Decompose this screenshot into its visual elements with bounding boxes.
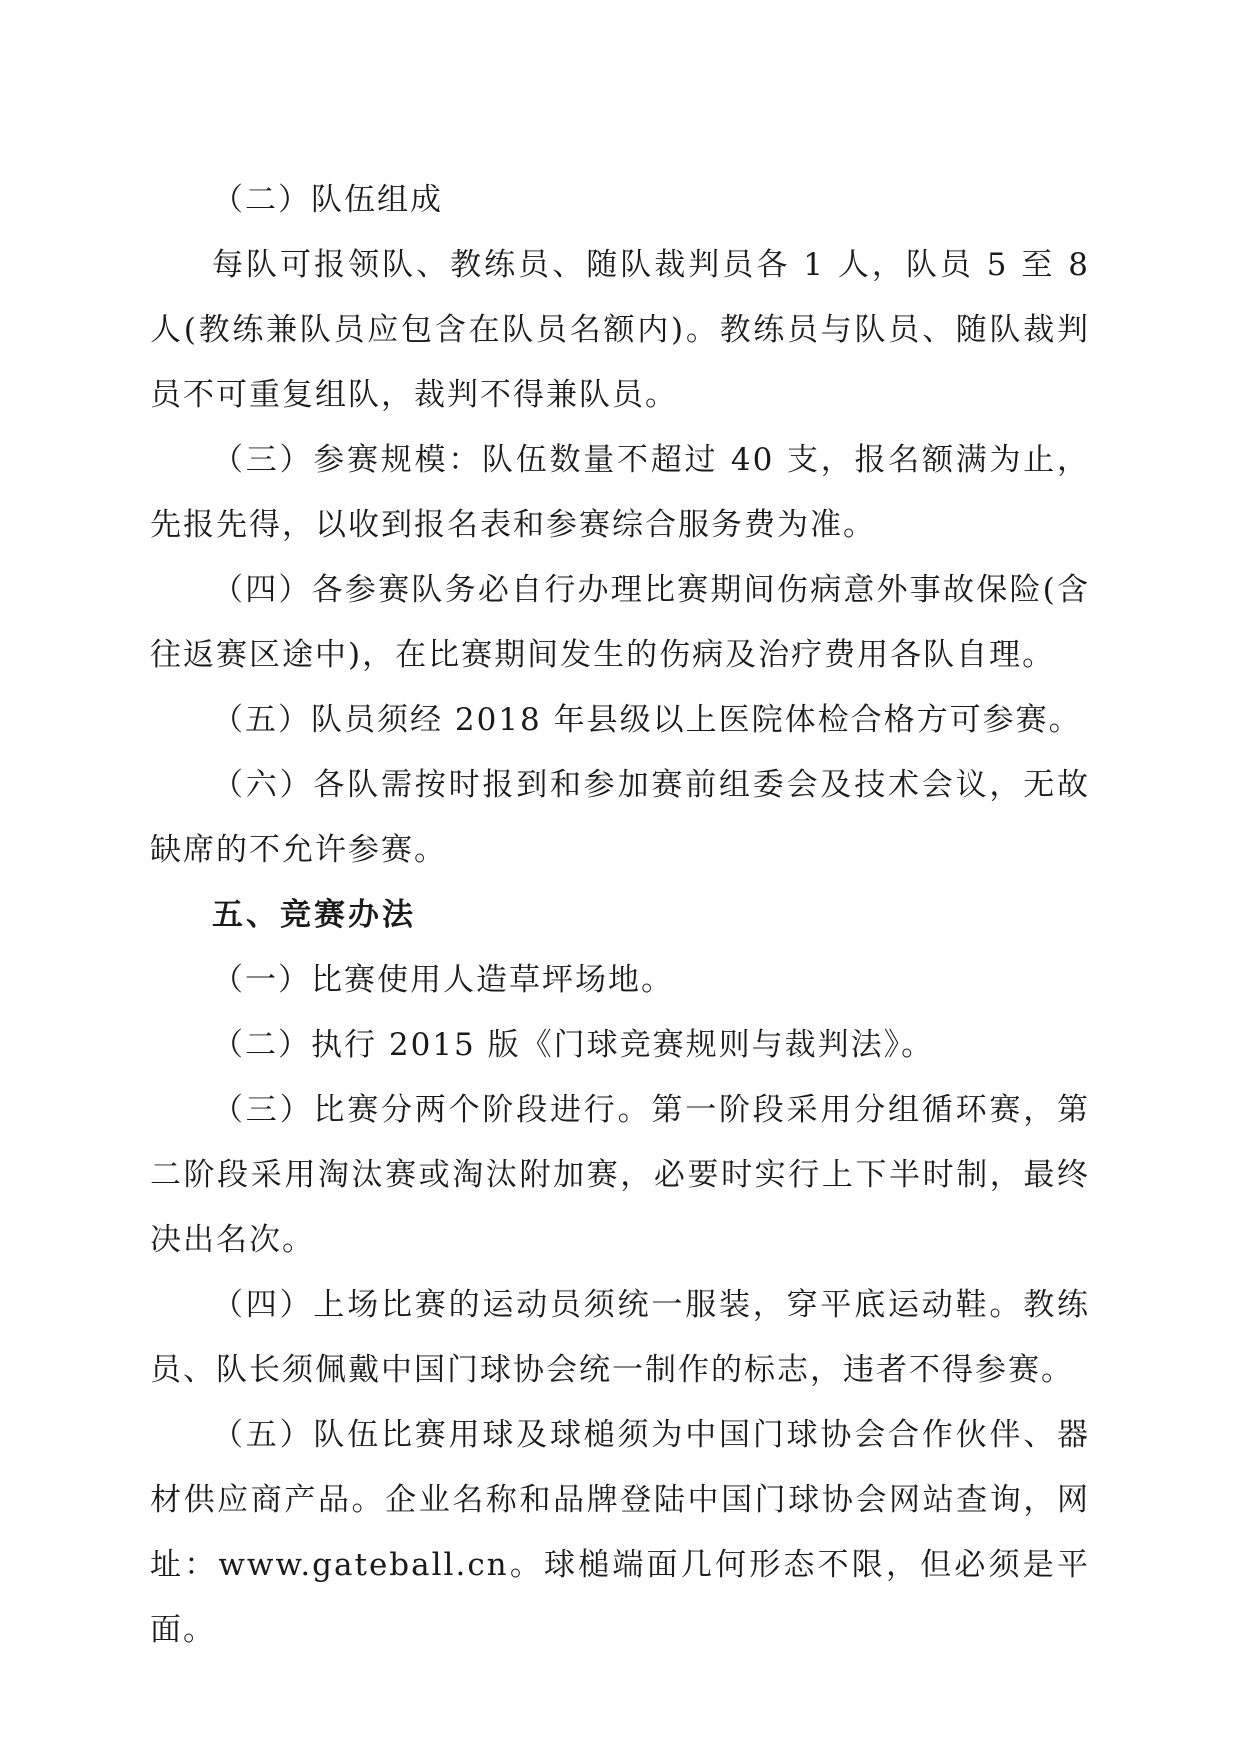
uniform-paragraph: （四）上场比赛的运动员须统一服装，穿平底运动鞋。教练员、队长须佩戴中国门球协会统一制作的标志，违者不得参赛。 [150, 1287, 1090, 1388]
participation-scale-paragraph: （三）参赛规模：队伍数量不超过 40 支，报名额满为止，先报先得，以收到报名表和参赛综合服务费为准。 [150, 442, 1090, 543]
insurance-paragraph: （四）各参赛队务必自行办理比赛期间伤病意外事故保险(含往返赛区途中)，在比赛期间发生的伤病及治疗费用各队自理。 [150, 572, 1090, 673]
stages-paragraph: （三）比赛分两个阶段进行。第一阶段采用分组循环赛，第二阶段采用淘汰赛或淘汰附加赛，必要时实行上下半时制，最终决出名次。 [150, 1092, 1090, 1258]
competition-method-heading: 五、竞赛办法 [212, 897, 416, 933]
medical-check-paragraph: （五）队员须经 2018 年县级以上医院体检合格方可参赛。 [212, 702, 1082, 738]
team-composition-paragraph: 每队可报领队、教练员、随队裁判员各 1 人，队员 5 至 8 人(教练兼队员应包含在队员名额内)。教练员与队员、随队裁判员不可重复组队，裁判不得兼队员。 [150, 247, 1090, 413]
rules-paragraph: （二）执行 2015 版《门球竞赛规则与裁判法》。 [212, 1027, 935, 1063]
equipment-paragraph: （五）队伍比赛用球及球槌须为中国门球协会合作伙伴、器材供应商产品。企业名称和品牌登陆中国门球协会网站查询，网址：www.gateball.cn。球槌端面几何形态不限，但必须是平面。 [150, 1417, 1090, 1648]
team-composition-heading: （二）队伍组成 [212, 182, 443, 218]
meeting-attendance-paragraph: （六）各队需按时报到和参加赛前组委会及技术会议，无故缺席的不允许参赛。 [150, 767, 1090, 868]
venue-paragraph: （一）比赛使用人造草坪场地。 [212, 962, 674, 998]
document-body [150, 168, 1090, 1663]
